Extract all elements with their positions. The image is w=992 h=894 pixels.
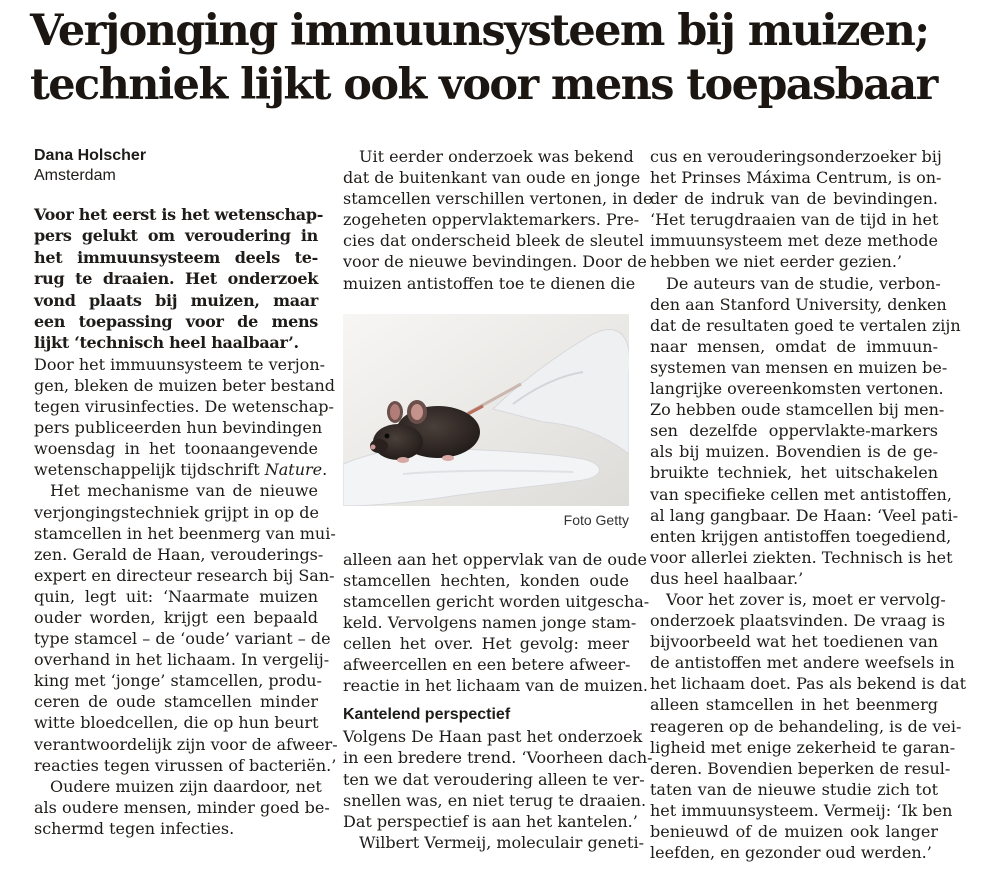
text-line: gen, bleken de muizen beter bestand: [34, 375, 336, 395]
article-column-1: [34, 146, 338, 839]
text-line: alleen stamcellen in het beenmerg: [650, 695, 938, 715]
paragraph: [34, 354, 336, 481]
text-line: al lang gangbaar. De Haan: ‘Veel pati-: [650, 505, 958, 525]
text-line: het Prinses Máxima Centrum, is on-: [650, 168, 942, 188]
text-line: immuunsysteem met deze methode: [650, 231, 938, 251]
text-line: leefden, en gezonder oud werden.’: [650, 843, 932, 863]
paragraph: [343, 146, 653, 294]
text-line: lijkt ‘technisch heel haalbaar’.: [34, 333, 299, 353]
author-location: Amsterdam: [34, 167, 116, 184]
text-line: dat de buitenkant van oude en jonge: [343, 168, 641, 188]
text-line: stamcellen hechten, konden oude: [343, 570, 629, 590]
text-line: langrijke overeenkomsten vertonen.: [650, 379, 944, 399]
text-line: schermd tegen infecties.: [34, 818, 235, 838]
text-line: zogeheten oppervlaktemarkers. Pre-: [343, 210, 640, 230]
text-line: naar mensen, omdat de immuun-: [650, 336, 938, 356]
paragraph: [650, 146, 942, 273]
paragraph: [343, 726, 653, 831]
text-line: deren. Bovendien beperken de resul-: [650, 758, 951, 778]
text-line: het immuunsysteem. Vermeij: ‘Ik ben: [650, 800, 953, 820]
article-column-2: [343, 146, 653, 853]
text-line: taten van de nieuwe studie zich tot: [650, 779, 938, 799]
text-line: Het mechanisme van de nieuwe: [50, 481, 318, 501]
paragraph: [343, 549, 650, 697]
text-line: den aan Stanford University, denken: [650, 294, 947, 314]
journal-name: Nature: [264, 460, 323, 480]
text-line: Wilbert Vermeij, moleculair geneti-: [359, 832, 644, 852]
photo-credit: Foto Getty: [563, 511, 629, 528]
text-line: afweercellen en een betere afweer-: [343, 655, 631, 675]
text-line: Dat perspectief is aan het kantelen.’: [343, 811, 638, 831]
text-line: het lichaam doet. Pas als bekend is dat: [650, 674, 967, 694]
text-line: in een bredere trend. ‘Voorheen dach-: [343, 748, 653, 768]
text-line: pers gelukt om veroudering in: [34, 226, 318, 246]
text-line: van specifieke cellen met antistoffen,: [650, 484, 952, 504]
text-line: dat de resultaten goed te vertalen zijn: [650, 315, 961, 335]
text-line: systemen van mensen en muizen be-: [650, 357, 948, 377]
text-line: ten we dat veroudering alleen te ver-: [343, 769, 645, 789]
text-line: overhand in het lichaam. In vergelij-: [34, 650, 330, 670]
text-line: pers publiceerden hun bevindingen: [34, 418, 323, 438]
text-line: quin, legt uit: ‘Naarmate muizen: [34, 586, 318, 606]
text-line: stamcellen gericht worden uitgescha-: [343, 591, 650, 611]
text-line: als bij muizen. Bovendien is de ge-: [650, 442, 938, 462]
text-line: voor allerlei ziekten. Technisch is het: [650, 547, 953, 567]
mouse-photo: [343, 314, 629, 506]
text-line: Voor het zover is, moet er vervolg-: [666, 589, 946, 609]
text-line: sen dezelfde oppervlakte-markers: [650, 421, 938, 441]
mouse-on-gloved-hand-image: [343, 314, 629, 506]
paragraph: [34, 776, 330, 839]
text-line: een toepassing voor de mens: [34, 312, 318, 332]
text-line: verantwoordelijk zijn voor de afweer-: [34, 734, 338, 754]
text-line: als oudere mensen, minder goed be-: [34, 797, 330, 817]
text-line: enten krijgen antistoffen toegediend,: [650, 526, 952, 546]
text-line: snellen was, en niet terug te draaien.: [343, 790, 647, 810]
text-line: king met ‘jonge’ stamcellen, produ-: [34, 671, 322, 691]
text-line: keld. Vervolgens namen jonge stam-: [343, 612, 637, 632]
subheading: Kantelend perspectief: [343, 706, 511, 724]
text-line: ouder worden, krijgt een bepaald: [34, 607, 318, 627]
paragraph: [343, 832, 644, 853]
paragraph: [650, 589, 967, 863]
text-line: ‘Het terugdraaien van de tijd in het: [650, 210, 939, 230]
text-line: verjongingstechniek grijpt in op de: [34, 502, 319, 522]
text-line: woensdag in het toonaangevende: [34, 439, 318, 459]
text-line: muizen antistoffen toe te dienen die: [343, 273, 636, 293]
text-line: der de indruk van de bevindingen.: [650, 189, 938, 209]
headline-line-1: Verjonging immuunsysteem bij muizen;: [30, 6, 929, 56]
text-line: expert en directeur research bij San-: [34, 565, 335, 585]
text-line: Uit eerder onderzoek was bekend: [359, 147, 634, 166]
author-name: Dana Holscher: [34, 147, 147, 164]
text-line: vond plaats bij muizen, maar: [34, 290, 318, 310]
text-line: dus heel haalbaar.’: [650, 568, 804, 588]
text-line: hebben we niet eerder gezien.’: [650, 252, 903, 272]
text-line: ceren de oude stamcellen minder: [34, 692, 318, 712]
headline: [30, 4, 970, 112]
text-line: rug te draaien. Het onderzoek: [34, 269, 318, 289]
text-line: Zo hebben oude stamcellen bij men-: [650, 400, 945, 420]
lead-paragraph: [34, 204, 324, 354]
text-line: reageren op de behandeling, is de vei-: [650, 716, 962, 736]
headline-line-2: techniek lijkt ook voor mens toepasbaar: [30, 60, 937, 110]
text-line: voor de nieuwe bevindingen. Door de: [343, 252, 647, 272]
text-line: Door het immuunsysteem te verjon-: [34, 354, 326, 374]
text-line: wetenschappelijk tijdschrift Nature.: [34, 460, 328, 480]
text-line: ligheid met enige zekerheid te garan-: [650, 737, 956, 757]
text-line: cus en verouderingsonderzoeker bij: [650, 147, 942, 166]
text-line: het immuunsysteem deels te-: [34, 247, 318, 267]
text-line: cies dat onderscheid bleek de sleutel: [343, 231, 644, 251]
text-line: de antistoffen met andere weefsels in: [650, 653, 955, 673]
paragraph: [650, 273, 961, 589]
text-line: tegen virusinfecties. De wetenschap-: [34, 397, 334, 417]
text-line: Voor het eerst is het wetenschap-: [34, 205, 324, 224]
paragraph: [34, 480, 338, 775]
text-line: Volgens De Haan past het onderzoek: [343, 727, 643, 747]
text-line: reacties tegen virussen of bacteriën.’: [34, 755, 337, 775]
text-line: zen. Gerald de Haan, verouderings-: [34, 544, 324, 564]
text-line: bruikte techniek, het uitschakelen: [650, 463, 938, 483]
text-line: onderzoek plaatsvinden. De vraag is: [650, 611, 946, 631]
text-line: De auteurs van de studie, verbon-: [666, 273, 941, 293]
text-line: cellen het over. Het gevolg: meer: [343, 634, 629, 654]
text-line: alleen aan het oppervlak van de oude: [343, 549, 647, 569]
text-line: Oudere muizen zijn daardoor, net: [50, 776, 322, 796]
text-line: stamcellen verschillen vertonen, in de: [343, 189, 653, 209]
text-line: stamcellen in het beenmerg van mui-: [34, 523, 336, 543]
article-column-3: [650, 146, 967, 863]
text-line: benieuwd of de muizen ook langer: [650, 822, 938, 841]
text-line: reactie in het lichaam van de muizen.: [343, 676, 648, 696]
text-line: type stamcel – de ‘oude’ variant – de: [34, 629, 331, 649]
text-line: witte bloedcellen, die op hun beurt: [34, 713, 319, 733]
text-line: bijvoorbeeld wat het toedienen van: [650, 632, 938, 652]
